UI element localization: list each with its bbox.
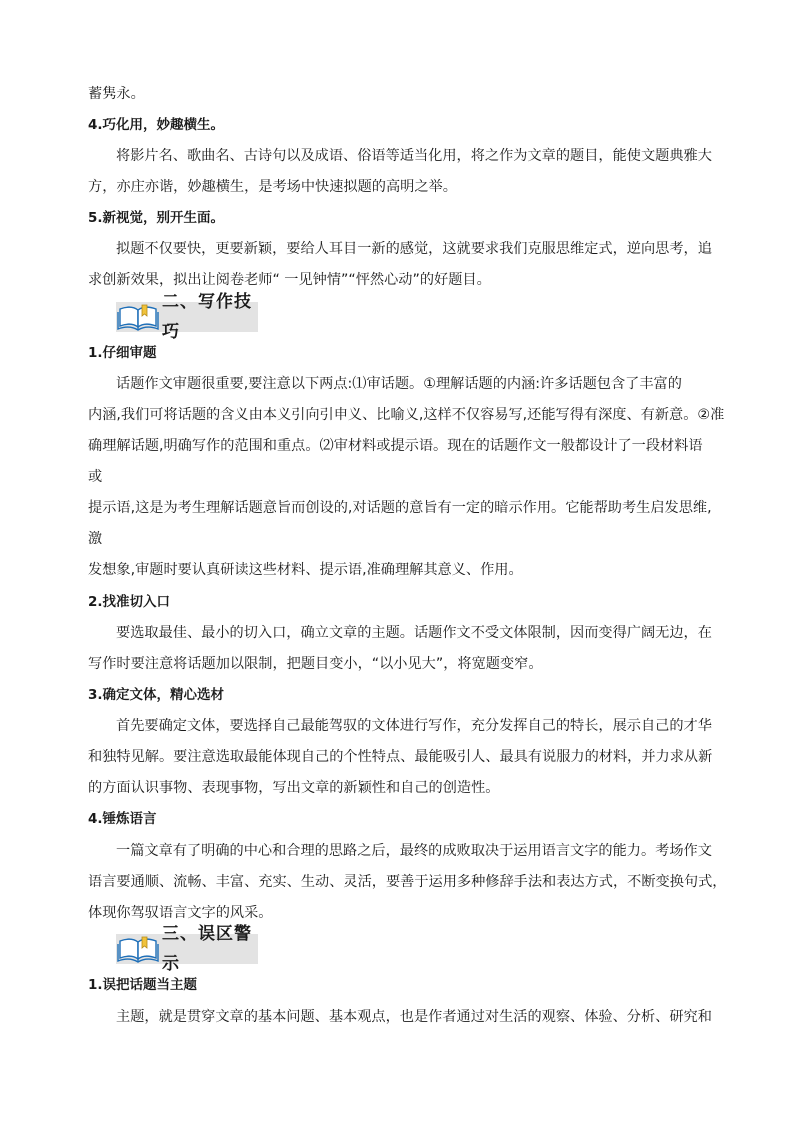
- open-book-icon: [116, 934, 162, 964]
- paragraph-line: 的方面认识事物、表现事物，写出文章的新颖性和自己的创造性。: [88, 780, 500, 796]
- paragraph-line: 提示语,这是为考生理解话题意旨而创设的,对话题的意旨有一定的暗示作用。它能帮助考生启发思维,: [88, 500, 712, 516]
- open-book-icon: [116, 302, 162, 332]
- paragraph-line: 发想象,审题时要认真研读这些材料、提示语,准确理解其意义、作用。: [88, 562, 523, 578]
- paragraph-line: 求创新效果，拟出让阅卷老师“ 一见钟情”“怦然心动”的好题目。: [88, 272, 491, 288]
- subheading: 5.新视觉，别开生面。: [88, 210, 225, 226]
- paragraph-line: 话题作文审题很重要,要注意以下两点:⑴审话题。①理解话题的内涵:许多话题包含了丰富的: [116, 376, 682, 392]
- section-title: 二、写作技巧: [162, 292, 252, 342]
- paragraph-line: 蓄隽永。: [88, 86, 145, 102]
- subheading: 2.找准切入口: [88, 594, 171, 610]
- paragraph-line: 体现你驾驭语言文字的风采。: [88, 905, 273, 921]
- paragraph-line: 写作时要注意将话题加以限制，把题目变小，“以小见大”，将宽题变窄。: [88, 656, 543, 672]
- subheading: 4.巧化用，妙趣横生。: [88, 117, 225, 133]
- paragraph-line: 要选取最佳、最小的切入口，确立文章的主题。话题作文不受文体限制，因而变得广阔无边，在: [116, 625, 712, 641]
- paragraph-line: 方，亦庄亦谐，妙趣横生，是考场中快速拟题的高明之举。: [88, 179, 457, 195]
- subheading: 1.误把话题当主题: [88, 977, 198, 993]
- paragraph-line: 和独特见解。要注意选取最能体现自己的个性特点、最能吸引人、最具有说服力的材料，并力求从新: [88, 749, 713, 765]
- paragraph-line: 或: [88, 469, 103, 485]
- section-header-writing-skills: [116, 292, 258, 342]
- subheading: 3.确定文体，精心选材: [88, 687, 225, 703]
- paragraph-line: 主题，就是贯穿文章的基本问题、基本观点，也是作者通过对生活的观察、体验、分析、研究和: [116, 1009, 712, 1025]
- paragraph-line: 首先要确定文体，要选择自己最能驾驭的文体进行写作，充分发挥自己的特长，展示自己的才华: [116, 718, 712, 734]
- paragraph-line: 激: [88, 531, 103, 547]
- paragraph-line: 一篇文章有了明确的中心和合理的思路之后，最终的成败取决于运用语言文字的能力。考场作文: [116, 843, 712, 859]
- paragraph-line: 确理解话题,明确写作的范围和重点。⑵审材料或提示语。现在的话题作文一般都设计了一段材料语: [88, 438, 703, 454]
- paragraph-line: 拟题不仅要快，更要新颖，要给人耳目一新的感觉，这就要求我们克服思维定式，逆向思考，追: [116, 241, 712, 257]
- paragraph-line: 将影片名、歌曲名、古诗句以及成语、俗语等适当化用，将之作为文章的题目，能使文题典雅大: [116, 148, 712, 164]
- section-title: 三、误区警示: [162, 924, 252, 974]
- subheading: 4.锤炼语言: [88, 811, 157, 827]
- paragraph-line: 语言要通顺、流畅、丰富、充实、生动、灵活，要善于运用多种修辞手法和表达方式，不断变换句式，: [88, 874, 727, 890]
- subheading: 1.仔细审题: [88, 345, 157, 361]
- paragraph-line: 内涵,我们可将话题的含义由本义引向引申义、比喻义,这样不仅容易写,还能写得有深度、有新意。②准: [88, 407, 725, 423]
- section-header-pitfalls: [116, 924, 258, 974]
